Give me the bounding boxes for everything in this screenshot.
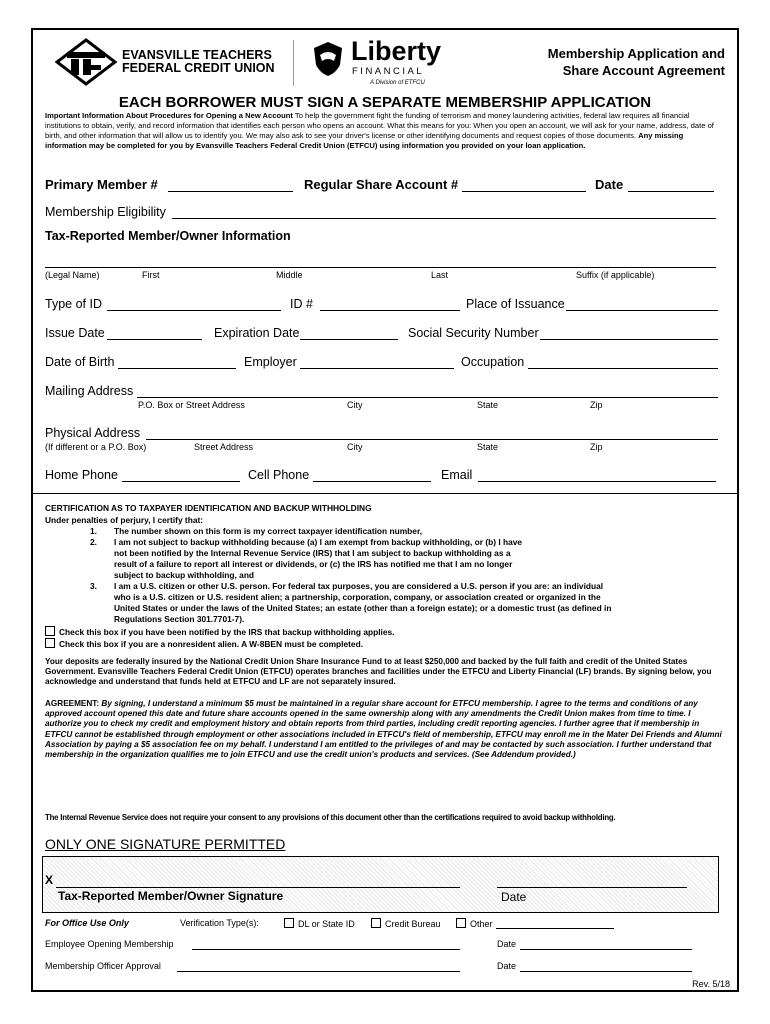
revision-label: Rev. 5/18 <box>692 979 730 989</box>
agreement-paragraph <box>45 699 725 760</box>
etfcu-name-line1: EVANSVILLE TEACHERS <box>122 48 272 62</box>
mailing-address-label: Mailing Address <box>45 384 134 398</box>
email-label: Email <box>441 468 473 482</box>
eligibility-label: Membership Eligibility <box>45 205 166 219</box>
eligibility-input[interactable] <box>172 218 716 219</box>
mailing-city-label: City <box>347 400 363 410</box>
officer-date-input[interactable] <box>520 971 692 972</box>
issue-date-input[interactable] <box>107 339 202 340</box>
cert-item2-line1: I am not subject to backup withholding because (a) I am exempt from backup withholding, or (b) I have <box>114 537 523 547</box>
cert-item3-line2: who is a U.S. citizen or U.S. resident alien; a partnership, corporation, company, or association created or organized in the <box>114 592 601 602</box>
regular-share-label: Regular Share Account # <box>304 177 459 192</box>
form-title-line1: Membership Application and <box>547 46 725 61</box>
backup-withholding-label: Check this box if you have been notified by the IRS that backup withholding applies. <box>59 627 395 637</box>
tax-reported-heading: Tax-Reported Member/Owner Information <box>45 229 291 243</box>
agreement-body: By signing, I understand a minimum $5 must be maintained in a regular share account for ETFCU membership. I agree to the terms and conditions of any approved account opened this date and future share accounts opened in the same ownership along with any amendments the Credit Union makes from time to time. I authorize you to check my credit and employment history and obtain reports from third parties, including credit reporting agencies. I further agree that if membership in ETFCU cannot be established through employment or other associations included in ETFCU's field of membership, ETFCU may enroll me in the Mater Dei Friends and Alumni Association by paying a $5 association fee on my behalf. I understand I am entitled to the privileges of and may be contacted by such association. I further understand that membership in the organization qualifies me to join ETFCU and use the credit union's products and services. (See Addendum provided.) <box>45 699 722 760</box>
physical-city-label: City <box>347 442 363 452</box>
cert-item3-line3: United States or under the laws of the United States; an estate (other than a foreign estate); or a domestic trust (as defined in <box>114 603 612 613</box>
irs-note: The Internal Revenue Service does not require your consent to any provisions of this document other than the certifications required to avoid backup withholding. <box>45 813 616 822</box>
signature-date-label: Date <box>501 890 527 904</box>
id-number-label: ID # <box>290 297 313 311</box>
primary-member-label: Primary Member # <box>45 177 158 192</box>
if-different-label: (If different or a P.O. Box) <box>45 442 147 452</box>
employer-input[interactable] <box>300 368 454 369</box>
middle-name-label: Middle <box>276 270 303 280</box>
deposits-paragraph: Your deposits are federally insured by the National Credit Union Share Insurance Fund to at least $250,000 and backed by the full faith and credit of the United States Government. Evansville Teachers Federal Credit Union (ETFCU) operates branches and facilities under the ETFCU and Liberty Financial (LF) brands. By signing below, you acknowledge and understand that funds held at ETFCU and LF are not separately insured. <box>45 657 712 687</box>
home-phone-label: Home Phone <box>45 468 118 482</box>
suffix-label: Suffix (if applicable) <box>576 270 655 280</box>
last-name-label: Last <box>431 270 449 280</box>
backup-withholding-checkbox[interactable] <box>45 626 55 636</box>
cert-item2-line3: result of a failure to report all interest or dividends, or (c) the IRS has notified me that I am no longer <box>114 559 513 569</box>
other-option <box>456 918 493 929</box>
signature-input[interactable] <box>56 887 460 888</box>
expiration-date-label: Expiration Date <box>214 326 300 340</box>
signature-x-mark: X <box>45 873 54 887</box>
ssn-input[interactable] <box>540 339 718 340</box>
liberty-financial: FINANCIAL <box>352 66 425 77</box>
backup-withholding-check-row <box>45 626 395 637</box>
type-of-id-input[interactable] <box>107 310 281 311</box>
cert-item3-line1: I am a U.S. citizen or other U.S. person. For federal tax purposes, you are considered a U.S. person if you are: an individual <box>114 581 604 591</box>
employee-opening-label: Employee Opening Membership <box>45 939 174 949</box>
nonresident-checkbox[interactable] <box>45 638 55 648</box>
regular-share-input[interactable] <box>462 191 586 192</box>
employee-opening-input[interactable] <box>192 949 460 950</box>
cert-item2-line4: subject to backup withholding, and <box>114 570 255 580</box>
verification-label: Verification Type(s): <box>180 918 259 928</box>
issue-date-label: Issue Date <box>45 326 105 340</box>
cert-item2-line2: not been notified by the Internal Revenue Service (IRS) that I am subject to backup withholding as a <box>114 548 511 558</box>
primary-member-input[interactable] <box>168 191 293 192</box>
nonresident-check-row <box>45 638 363 649</box>
signature-date-input[interactable] <box>497 887 687 888</box>
mailing-address-input[interactable] <box>137 397 718 398</box>
other-checkbox[interactable] <box>456 918 466 928</box>
date-label: Date <box>595 177 624 192</box>
employer-label: Employer <box>244 355 297 369</box>
important-info-tail: Any missing information may be completed for you by Evansville Teachers Federal Credit Union (ETFCU) using information you provided on your loan application. <box>45 131 684 150</box>
dl-option <box>284 918 355 929</box>
liberty-name: Liberty <box>351 36 442 66</box>
liberty-shield-icon <box>313 41 343 77</box>
office-use-heading: For Office Use Only <box>45 918 129 928</box>
occupation-input[interactable] <box>528 368 718 369</box>
mailing-state-label: State <box>477 400 499 410</box>
main-heading: EACH BORROWER MUST SIGN A SEPARATE MEMBERSHIP APPLICATION <box>118 94 652 111</box>
other-input[interactable] <box>496 928 614 929</box>
credit-bureau-label: Credit Bureau <box>385 919 441 929</box>
cert-item3-line4: Regulations Section 301.7701-7). <box>114 614 245 624</box>
physical-state-label: State <box>477 442 499 452</box>
physical-address-input[interactable] <box>146 439 718 440</box>
employee-date-label: Date <box>497 939 517 949</box>
employee-date-input[interactable] <box>520 949 692 950</box>
street-address-label: Street Address <box>194 442 254 452</box>
etfcu-logo-icon <box>55 38 117 86</box>
physical-zip-label: Zip <box>590 442 603 452</box>
type-of-id-label: Type of ID <box>45 297 102 311</box>
certification-intro: Under penalties of perjury, I certify that: <box>45 515 204 525</box>
liberty-division: A Division of ETFCU <box>370 80 425 86</box>
cert-item1: The number shown on this form is my correct taxpayer identification number, <box>114 526 423 536</box>
important-info-paragraph <box>45 111 725 151</box>
agreement-lead: AGREEMENT: <box>45 699 100 708</box>
expiration-date-input[interactable] <box>300 339 398 340</box>
physical-address-label: Physical Address <box>45 426 141 440</box>
logo-divider <box>293 40 294 86</box>
officer-approval-input[interactable] <box>177 971 460 972</box>
dl-option-label: DL or State ID <box>298 919 355 929</box>
officer-approval-label: Membership Officer Approval <box>45 961 161 971</box>
date-input[interactable] <box>628 191 714 192</box>
cell-phone-input[interactable] <box>313 481 431 482</box>
dob-label: Date of Birth <box>45 355 115 369</box>
section-divider <box>33 493 737 494</box>
signature-label: Tax-Reported Member/Owner Signature <box>58 889 284 903</box>
legal-name-input[interactable] <box>45 267 716 268</box>
nonresident-label: Check this box if you are a nonresident alien. A W-8BEN must be completed. <box>59 639 364 649</box>
place-of-issuance-input[interactable] <box>566 310 718 311</box>
first-name-label: First <box>142 270 160 280</box>
credit-bureau-option <box>371 918 441 929</box>
other-option-label: Other <box>470 919 493 929</box>
signature-box <box>42 856 719 913</box>
dl-checkbox[interactable] <box>284 918 294 928</box>
important-info-lead: Important Information About Procedures for Opening a New Account <box>45 111 293 120</box>
po-box-label: P.O. Box or Street Address <box>138 400 245 410</box>
legal-name-label: (Legal Name) <box>45 270 100 280</box>
officer-date-label: Date <box>497 961 517 971</box>
dob-input[interactable] <box>118 368 236 369</box>
place-of-issuance-label: Place of Issuance <box>466 297 565 311</box>
ssn-label: Social Security Number <box>408 326 539 340</box>
cert-item1-num: 1. <box>90 526 97 536</box>
occupation-label: Occupation <box>461 355 525 369</box>
home-phone-input[interactable] <box>122 481 240 482</box>
mailing-zip-label: Zip <box>590 400 603 410</box>
cert-item2-num: 2. <box>90 537 97 547</box>
credit-bureau-checkbox[interactable] <box>371 918 381 928</box>
signature-heading: ONLY ONE SIGNATURE PERMITTED <box>45 836 286 852</box>
email-input[interactable] <box>478 481 716 482</box>
certification-heading: CERTIFICATION AS TO TAXPAYER IDENTIFICATION AND BACKUP WITHHOLDING <box>45 503 372 513</box>
important-info-body: To help the government fight the funding of terrorism and money laundering activities, federal law requires all financial institutions to obtain, verify, and record information that identifies each person who opens an account. What this means for you: When you open an account, we will ask for your name, address, date of birth, and other information that will allow us to identify you. We may also ask to see your driver's license or other identifying documents and request copies of those documents. <box>45 111 714 140</box>
cell-phone-label: Cell Phone <box>248 468 310 482</box>
cert-item3-num: 3. <box>90 581 97 591</box>
form-title-line2: Share Account Agreement <box>562 63 725 78</box>
id-number-input[interactable] <box>320 310 460 311</box>
etfcu-name-line2: FEDERAL CREDIT UNION <box>122 61 275 75</box>
